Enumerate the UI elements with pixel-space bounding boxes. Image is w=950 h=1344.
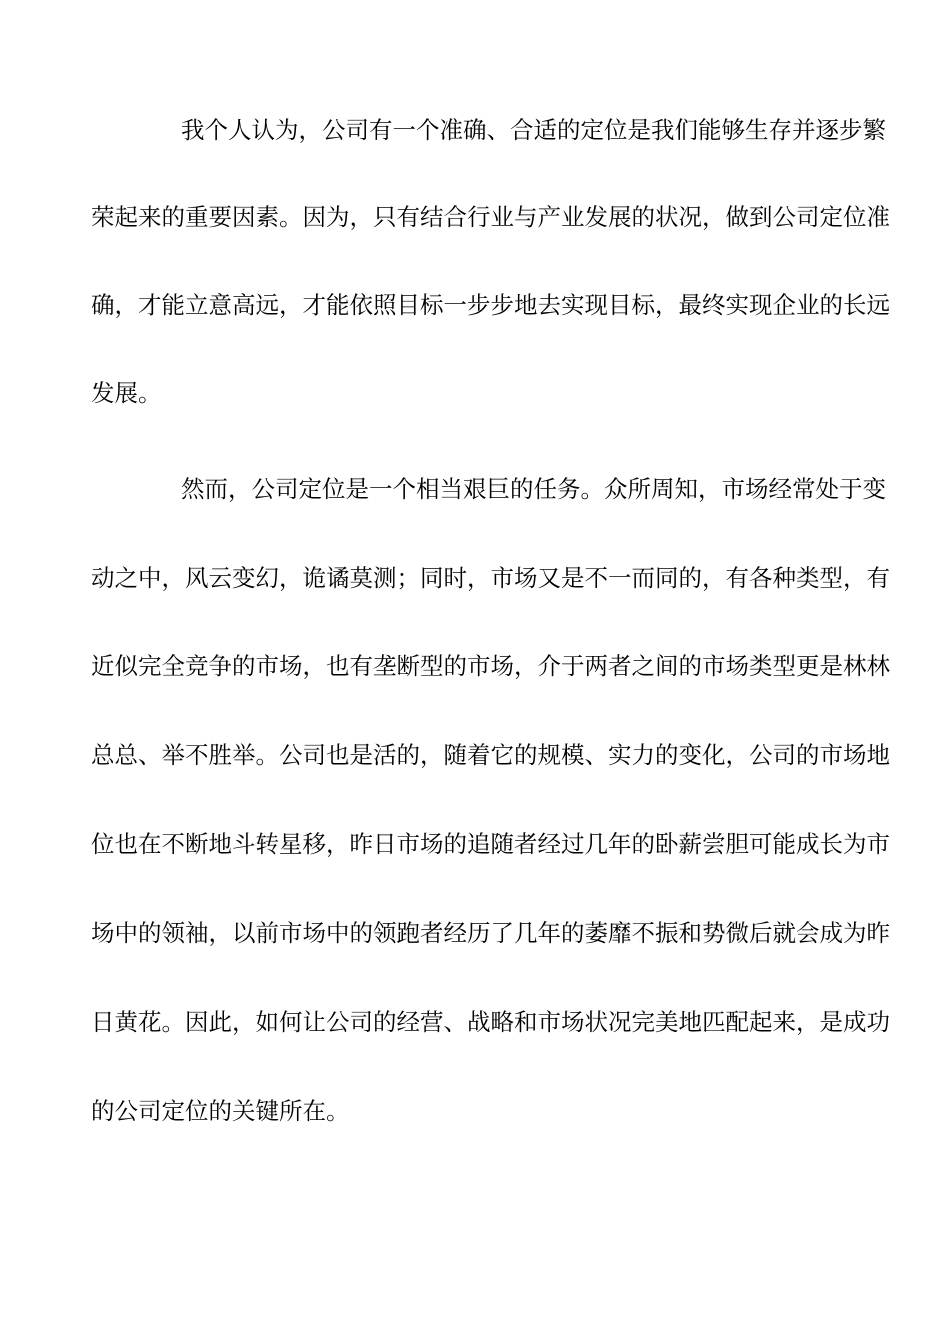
paragraph-line: 日黄花。因此，如何让公司的经营、战略和市场状况完美地匹配起来，是成功 [91, 1008, 890, 1036]
paragraph-line: 我个人认为，公司有一个准确、合适的定位是我们能够生存并逐步繁 [181, 116, 886, 144]
paragraph-line: 动之中，风云变幻，诡谲莫测；同时，市场又是不一而同的，有各种类型，有 [91, 564, 890, 592]
paragraph-line: 近似完全竞争的市场，也有垄断型的市场，介于两者之间的市场类型更是林林 [91, 652, 890, 680]
paragraph-line: 的公司定位的关键所在。 [91, 1097, 350, 1125]
paragraph-line: 然而，公司定位是一个相当艰巨的任务。众所周知，市场经常处于变 [181, 475, 886, 503]
paragraph-line: 位也在不断地斗转星移，昨日市场的追随者经过几年的卧薪尝胆可能成长为市 [91, 830, 890, 858]
paragraph-line: 确，才能立意高远，才能依照目标一步步地去实现目标，最终实现企业的长远 [91, 291, 890, 319]
paragraph-line: 总总、举不胜举。公司也是活的，随着它的规模、实力的变化，公司的市场地 [91, 741, 890, 769]
paragraph-line: 荣起来的重要因素。因为，只有结合行业与产业发展的状况，做到公司定位准 [91, 203, 890, 231]
paragraph-line: 发展。 [91, 379, 162, 407]
paragraph-line: 场中的领袖，以前市场中的领跑者经历了几年的萎靡不振和势微后就会成为昨 [91, 919, 890, 947]
